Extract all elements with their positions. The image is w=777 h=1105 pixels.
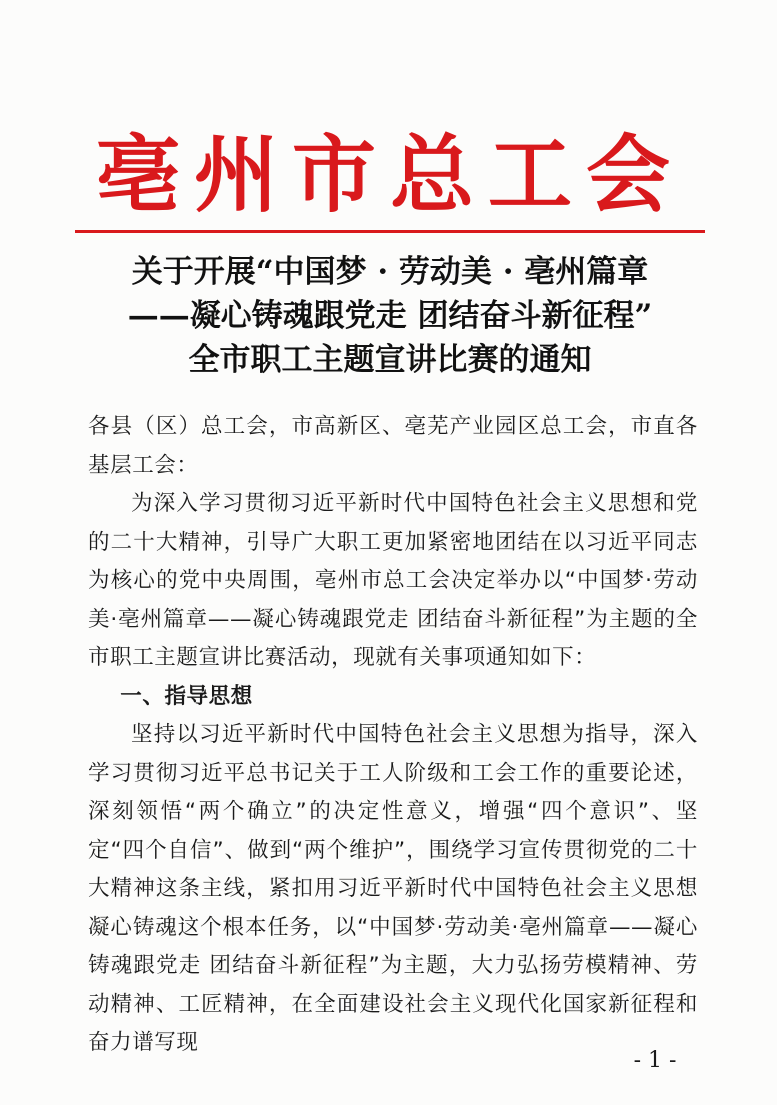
masthead-organization-name: 亳州市总工会 — [95, 125, 684, 224]
masthead — [70, 120, 710, 230]
section-1-heading: 一、指导思想 — [120, 683, 253, 709]
page-number: - 1 - — [633, 1048, 677, 1073]
masthead-red-rule — [75, 230, 705, 233]
document-title — [60, 250, 720, 382]
salutation: 各县（区）总工会，市高新区、亳芜产业园区总工会，市直各基层工会： — [88, 414, 698, 478]
section-1-paragraph: 坚持以习近平新时代中国特色社会主义思想为指导，深入学习贯彻习近平总书记关于工人阶级和工会工作的重要论述，深刻领悟“两个确立”的决定性意义，增强“四个意识”、坚定“四个自信”、做到“两个维护”，围绕学习宣传贯彻党的二十大精神这条主线，紧扣用习近平新时代中国特色社会主义思想凝心铸魂这个根本任务，以“中国梦·劳动美·亳州篇章——凝心铸魂跟党走 团结奋斗新征程”为主题，大力弘扬劳模精神、劳动精神、工匠精神，在全面建设社会主义现代化国家新征程和奋力谱写现 — [88, 722, 698, 1055]
title-line-1: 关于开展“中国梦 · 劳动美 · 亳州篇章 — [131, 254, 649, 290]
title-line-3: 全市职工主题宣讲比赛的通知 — [188, 342, 592, 378]
intro-paragraph: 为深入学习贯彻习近平新时代中国特色社会主义思想和党的二十大精神，引导广大职工更加紧密地团结在以习近平同志为核心的党中央周围，亳州市总工会决定举办以“中国梦·劳动美·亳州篇章——凝心铸魂跟党走 团结奋斗新征程”为主题的全市职工主题宣讲比赛活动，现就有关事项通知如下： — [88, 491, 698, 670]
document-body — [88, 408, 698, 1063]
title-line-2: ——凝心铸魂跟党走 团结奋斗新征程” — [127, 298, 653, 334]
